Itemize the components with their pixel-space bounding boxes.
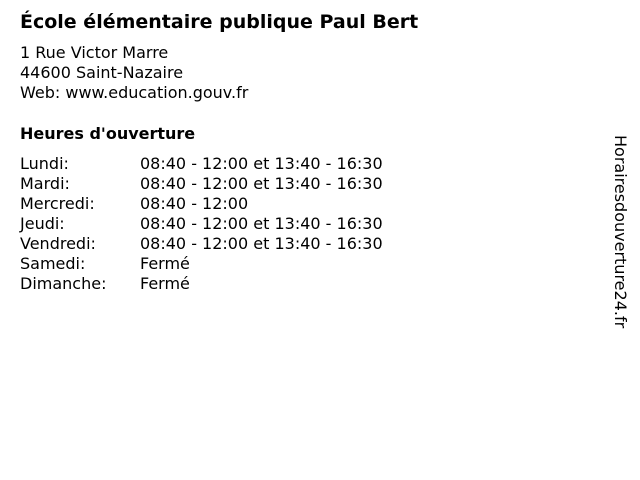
hours-row-samedi <box>20 254 383 274</box>
day-label: Samedi: <box>20 254 86 273</box>
day-label: Mercredi: <box>20 194 95 213</box>
page-title: École élémentaire publique Paul Bert <box>20 11 419 33</box>
hours-row-jeudi <box>20 214 383 234</box>
hours-row-mercredi <box>20 194 383 214</box>
day-label: Jeudi: <box>20 214 65 233</box>
time-value: 08:40 - 12:00 et 13:40 - 16:30 <box>140 154 383 173</box>
time-value: 08:40 - 12:00 et 13:40 - 16:30 <box>140 234 383 253</box>
time-value: 08:40 - 12:00 et 13:40 - 16:30 <box>140 174 383 193</box>
day-label: Vendredi: <box>20 234 96 253</box>
time-value: 08:40 - 12:00 <box>140 194 249 213</box>
hours-row-dimanche <box>20 274 383 294</box>
time-value: 08:40 - 12:00 et 13:40 - 16:30 <box>140 214 383 233</box>
hours-heading: Heures d'ouverture <box>20 124 196 143</box>
address-city: 44600 Saint-Nazaire <box>20 63 184 82</box>
time-value: Fermé <box>140 274 190 293</box>
website-text: Web: www.education.gouv.fr <box>20 83 249 102</box>
hours-row-vendredi <box>20 234 383 254</box>
day-label: Mardi: <box>20 174 70 193</box>
address-block <box>20 43 248 103</box>
hours-table <box>20 154 383 294</box>
day-label: Dimanche: <box>20 274 107 293</box>
address-street: 1 Rue Victor Marre <box>20 43 169 62</box>
day-label: Lundi: <box>20 154 69 173</box>
time-value: Fermé <box>140 254 190 273</box>
hours-row-mardi <box>20 174 383 194</box>
watermark-text: Horairesdouverture24.fr <box>611 135 630 329</box>
hours-row-lundi <box>20 154 383 174</box>
